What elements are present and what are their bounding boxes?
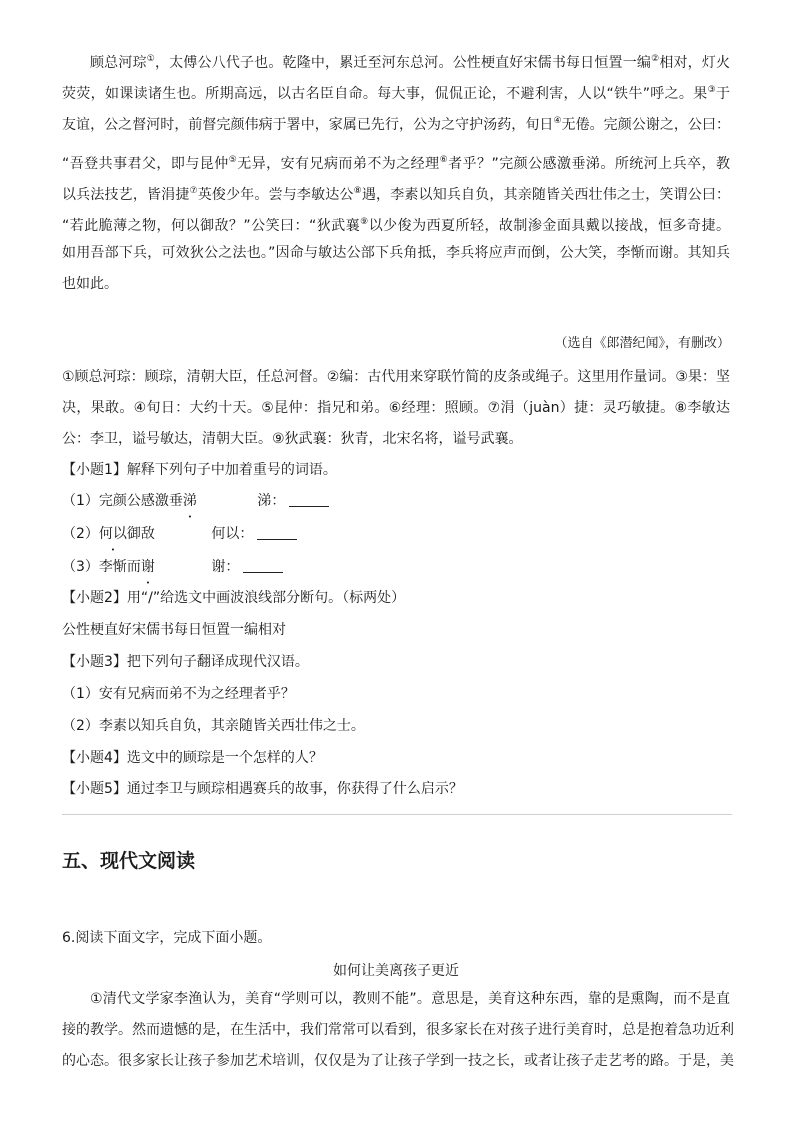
passage-line: 以兵法技艺，皆涓捷⑦英俊少年。尝与李敏达公⑧遇，李素以知兵自负，其亲随皆关西壮伟之士，笑谓公曰： xyxy=(62,186,731,203)
answer-blank[interactable] xyxy=(289,492,329,507)
question-1-item-2: （2）何以御敌 何以： xyxy=(62,524,297,544)
question-3-item-2: （2）李素以知兵自负，其亲随皆关西壮伟之士。 xyxy=(62,718,365,734)
source-note: （选自《郎潜纪闻》，有删改） xyxy=(554,336,730,351)
passage-line: 如用吾部下兵，可效狄公之法也。”因命与敏达公部下兵角抵，李兵将应声而倒，公大笑，李惭而谢。其知兵 xyxy=(62,245,730,261)
question-4-title: 【小题4】选文中的顾琮是一个怎样的人？ xyxy=(62,750,323,766)
question-3-title: 【小题3】把下列句子翻译成现代汉语。 xyxy=(62,654,309,670)
question-3-item-1: （1）安有兄病而弟不为之经理者乎？ xyxy=(62,686,295,702)
question-1-item-1: （1）完颜公感激垂涕 涕： xyxy=(62,491,329,511)
annotation-line: 决，果敢。④旬日：大约十天。⑤昆仲：指兄和弟。⑥经理：照顾。⑦涓（juàn）捷：灵巧敏捷。⑧李敏达 xyxy=(62,400,730,416)
article-line: 的心态。很多家长让孩子参加艺术培训，仅仅是为了让孩子学到一技之长，或者让孩子走艺考的路。于是，美 xyxy=(62,1053,734,1069)
annotation-line: 公：李卫，谥号敏达，清朝大臣。⑨狄武襄：狄青，北宋名将，谥号武襄。 xyxy=(62,431,523,447)
question-1-title: 【小题1】解释下列句子中加着重号的词语。 xyxy=(62,462,337,478)
answer-blank[interactable] xyxy=(243,558,283,573)
question-2-title: 【小题2】用“/”给选文中画波浪线部分断句。（标两处） xyxy=(62,590,406,606)
answer-blank[interactable] xyxy=(257,525,297,540)
passage-line: 顾总河琮①，太傅公八代子也。乾隆中，累迁至河东总河。公性梗直好宋儒书每日恒置一编②相对，灯火 xyxy=(90,54,731,71)
question-6-intro: 6.阅读下面文字，完成下面小题。 xyxy=(62,930,272,946)
question-2-sentence: 公性梗直好宋儒书每日恒置一编相对 xyxy=(62,622,286,638)
modern-article xyxy=(62,984,734,1077)
emphasis-word: 涕 xyxy=(182,493,197,509)
section-heading: 五、现代文阅读 xyxy=(62,850,196,872)
classical-passage xyxy=(62,44,730,300)
passage-line: “吾登共事君父，即与昆仲⑤无异，安有兄病而弟不为之经理⑥者乎？”完颜公感激垂涕。所统河上兵卒，教 xyxy=(62,155,730,172)
article-line: 接的教学。然而遗憾的是，在生活中，我们常常可以看到，很多家长在对孩子进行美育时，总是抱着急功近利 xyxy=(62,1022,734,1038)
passage-line: 友谊，公之督河时，前督完颜伟病于署中，家属已先行，公为之守护汤药，旬日④无倦。完颜公谢之，公曰： xyxy=(62,116,730,133)
article-title: 如何让美离孩子更近 xyxy=(333,963,459,979)
question-1-item-3: （3）李惭而谢 谢： xyxy=(62,557,283,577)
emphasis-word: 何以 xyxy=(98,526,127,542)
article-line: ①清代文学家李渔认为，美育“学则可以，教则不能”。意思是，美育这种东西，靠的是熏陶，而不是直 xyxy=(90,991,730,1007)
section-divider xyxy=(62,814,732,815)
annotations xyxy=(62,362,730,455)
passage-line: “若此脆薄之物，何以御敌？”公笑曰：“狄武襄⑨以少俊为西夏所轻，故制渗金面具戴以接战，恒多奇捷。 xyxy=(62,217,730,234)
annotation-line: ①顾总河琮：顾琮，清朝大臣，任总河督。②编：古代用来穿联竹简的皮条或绳子。这里用作量词。③果：坚 xyxy=(62,369,730,385)
question-5-title: 【小题5】通过李卫与顾琮相遇赛兵的故事，你获得了什么启示？ xyxy=(62,781,463,797)
passage-line: 也如此。 xyxy=(62,276,118,292)
passage-line: 荧荧，如课读诸生也。所期高远，以古名臣自命。每大事，侃侃正论，不避利害，人以“铁牛”呼之。果③于 xyxy=(62,85,730,102)
emphasis-word: 谢 xyxy=(140,559,155,575)
